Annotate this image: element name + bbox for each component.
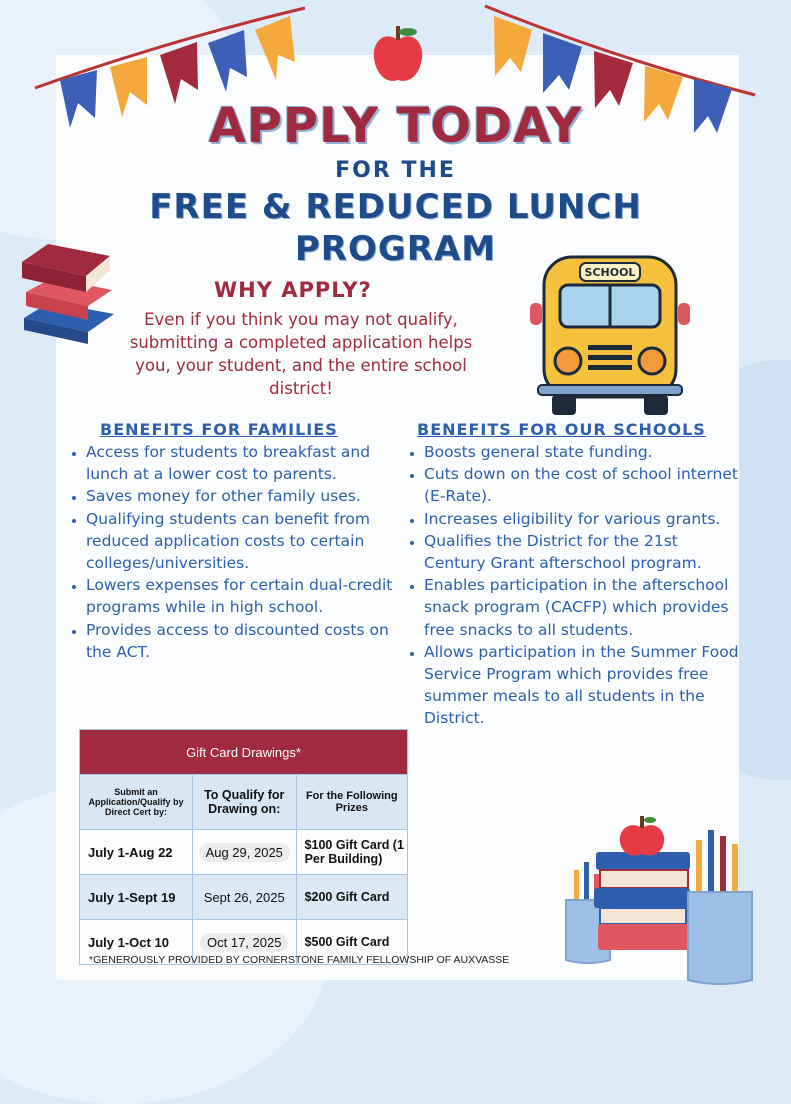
list-item: • Access for students to breakfast and lunch at a lower cost to parents. (86, 441, 402, 485)
table-cell: $500 Gift Card (296, 920, 407, 965)
why-apply-text: Even if you think you may not qualify, submitting a completed application helps you, your student, and the entire school district! (129, 310, 473, 398)
list-item: • Lowers expenses for certain dual-credit programs while in high school. (86, 574, 402, 618)
list-item: • Qualifies the District for the 21st Century Grant afterschool program. (424, 530, 744, 574)
table-cell: $200 Gift Card (296, 875, 407, 920)
column-header: For the Following Prizes (296, 775, 407, 830)
list-item: • Allows participation in the Summer Food Service Program which provides free summer meals to all students in the District. (424, 641, 744, 730)
date-pill: Aug 29, 2025 (199, 843, 290, 862)
table-cell: July 1-Sept 19 (80, 875, 193, 920)
table-cell: $100 Gift Card (1 Per Building) (296, 830, 407, 875)
program-title: FREE & REDUCED LUNCH PROGRAM (149, 187, 642, 269)
list-item: • Boosts general state funding. (424, 441, 744, 463)
list-item: • Qualifying students can benefit from reduced application costs to certain colleges/universities. (86, 508, 402, 575)
gift-card-table (79, 729, 408, 965)
table-cell (192, 830, 296, 875)
column-header: To Qualify for Drawing on: (192, 775, 296, 830)
why-apply-heading: WHY APPLY? (214, 278, 372, 302)
books-stack-icon (18, 236, 118, 354)
footnote: *GENEROUSLY PROVIDED BY CORNERSTONE FAMILY FELLOWSHIP OF AUXVASSE (89, 954, 510, 966)
schools-benefits-list (406, 441, 744, 730)
page-title: APPLY TODAY (208, 98, 583, 154)
page-subtitle-for: FOR THE (335, 158, 456, 183)
school-bus-icon (526, 253, 694, 421)
table-row (80, 830, 408, 875)
list-item: • Increases eligibility for various grants. (424, 508, 744, 530)
families-heading: BENEFITS FOR FAMILIES (100, 420, 338, 439)
table-cell: Sept 26, 2025 (192, 875, 296, 920)
list-item: • Saves money for other family uses. (86, 485, 402, 507)
list-item: • Provides access to discounted costs on the ACT. (86, 619, 402, 663)
list-item: • Enables participation in the afterschool snack program (CACFP) which provides free snacks to all students. (424, 574, 744, 641)
table-cell: July 1-Oct 10 (80, 920, 193, 965)
bus-sign-text: SCHOOL (584, 266, 636, 279)
table-cell: July 1-Aug 22 (80, 830, 193, 875)
table-row (80, 875, 408, 920)
date-pill: Oct 17, 2025 (200, 933, 288, 952)
column-header: Submit an Application/Qualify by Direct Cert by: (80, 775, 193, 830)
families-benefits-list (68, 441, 402, 663)
books-and-pencils-icon (560, 800, 760, 990)
list-item: • Cuts down on the cost of school internet (E-Rate). (424, 463, 744, 507)
apple-icon (370, 22, 426, 88)
schools-heading: BENEFITS FOR OUR SCHOOLS (417, 420, 706, 439)
gift-table-title: Gift Card Drawings* (80, 730, 408, 775)
